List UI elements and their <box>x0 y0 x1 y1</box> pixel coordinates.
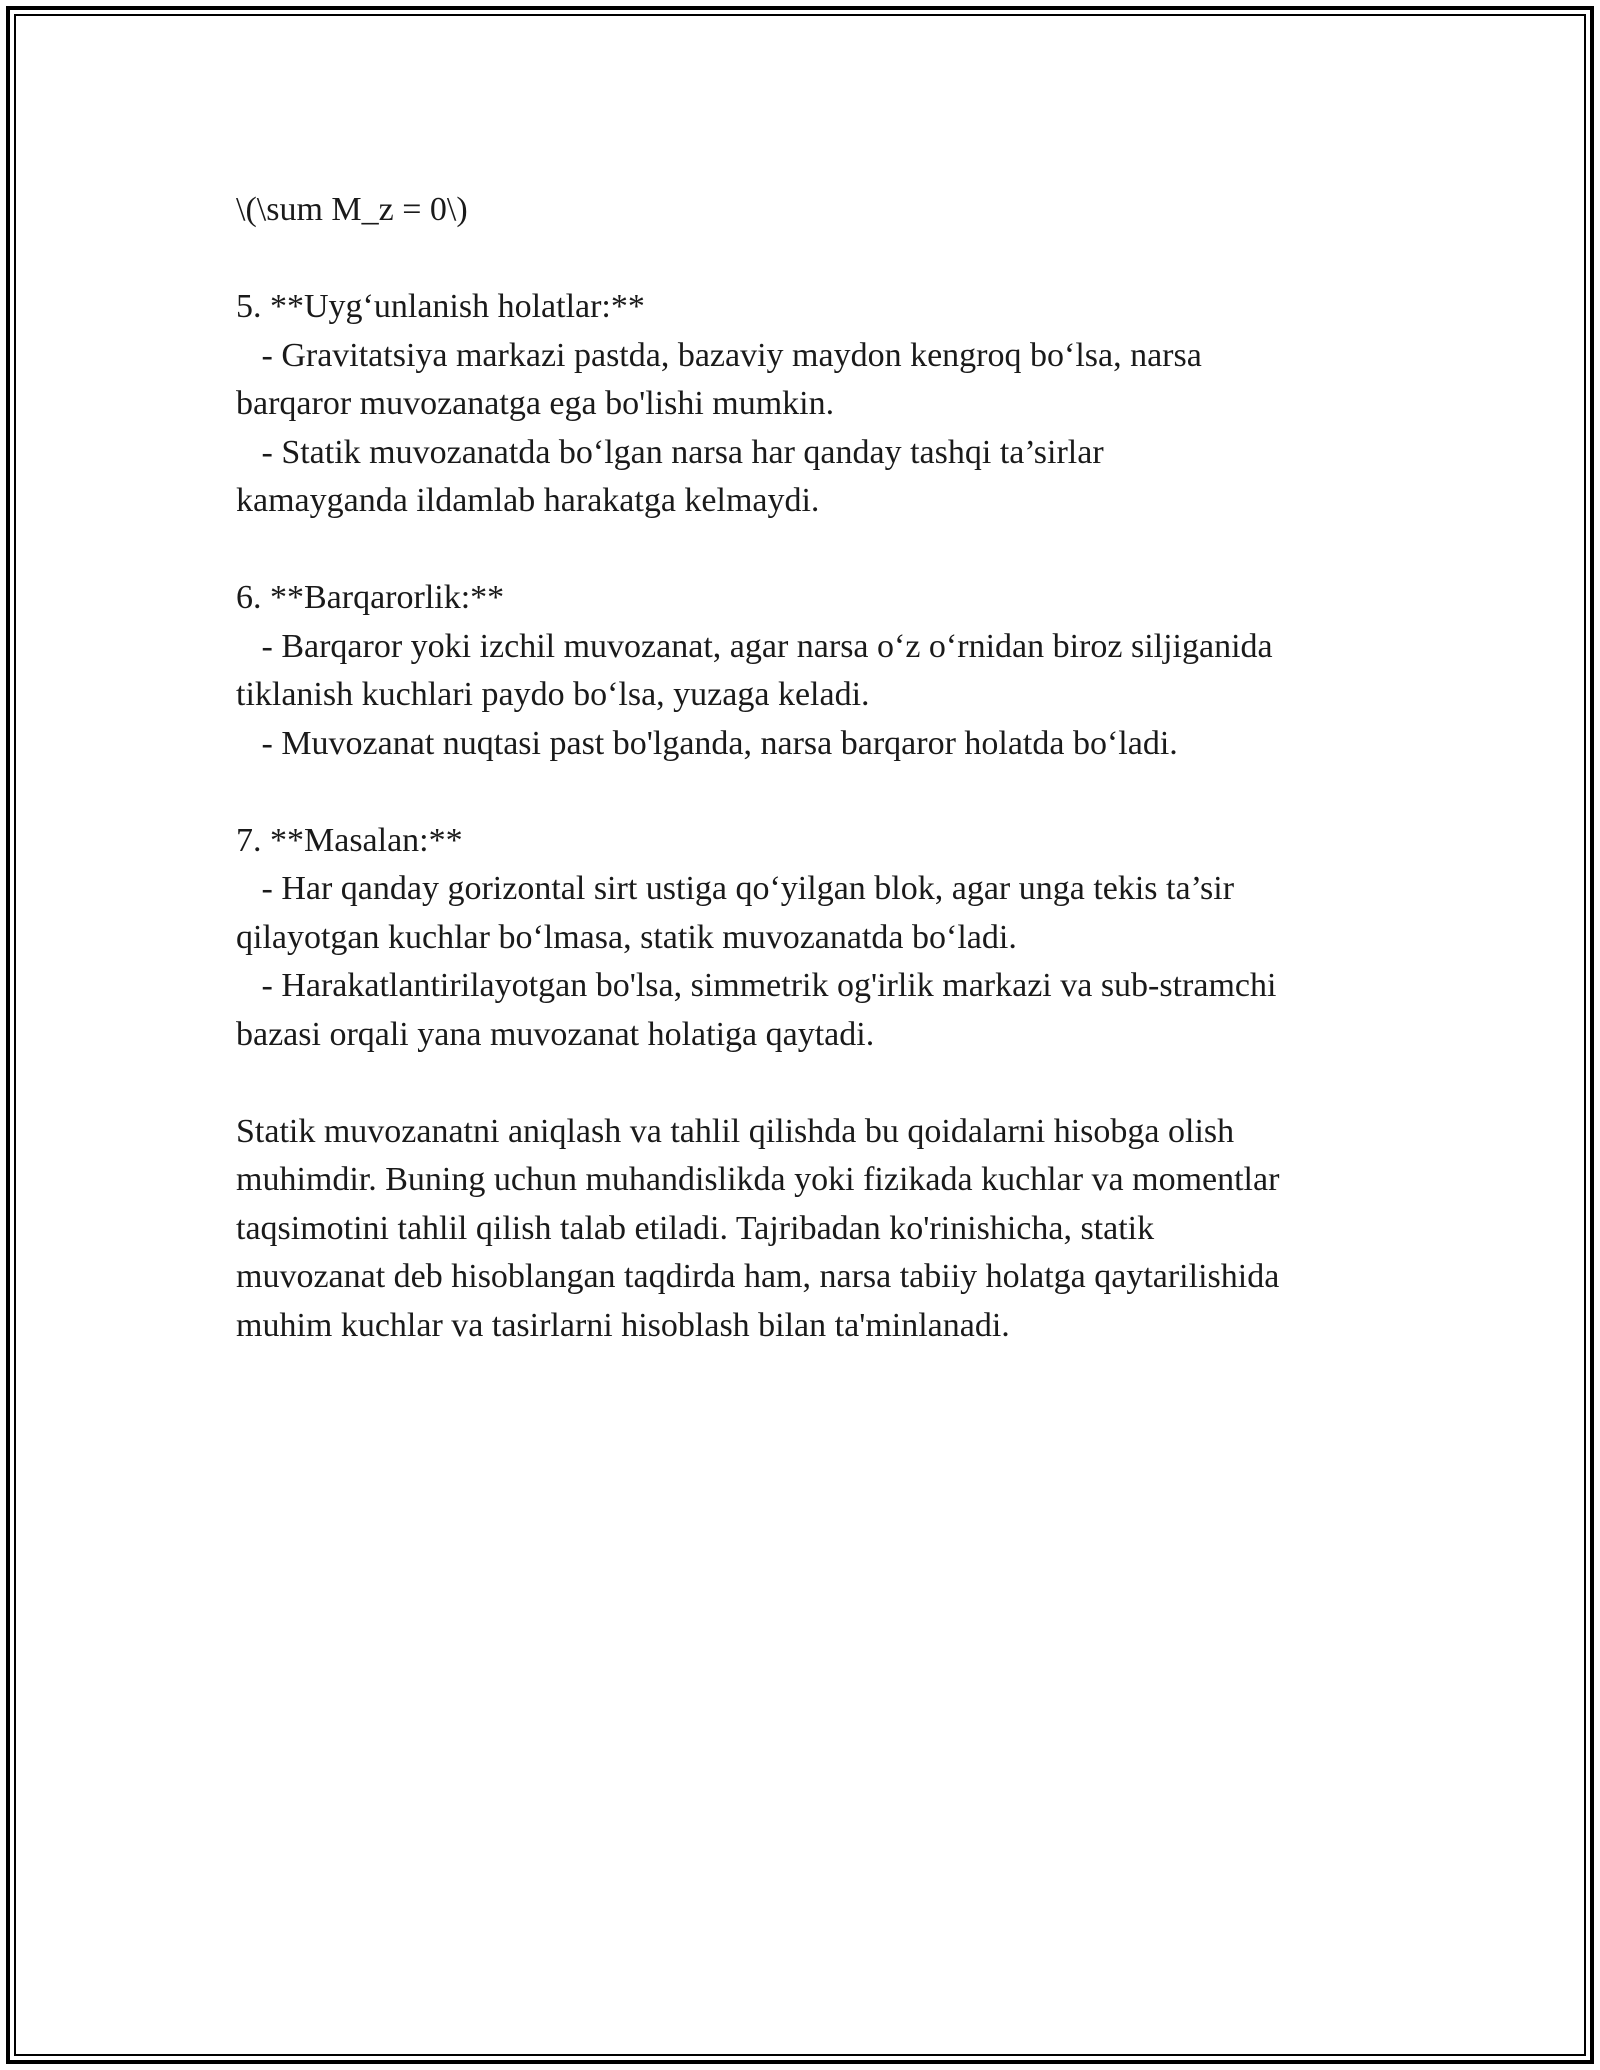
section-line: tiklanish kuchlari paydo bo‘lsa, yuzaga keladi. <box>236 676 870 713</box>
conclusion-paragraph <box>236 1108 1386 1351</box>
section-line: kamayganda ildamlab harakatga kelmaydi. <box>236 482 820 519</box>
paragraph-line: muhim kuchlar va tasirlarni hisoblash bilan ta'minlanadi. <box>236 1306 1010 1344</box>
section-7 <box>236 817 1386 1060</box>
spacer <box>236 768 1386 817</box>
spacer <box>236 235 1386 284</box>
section-line: - Barqaror yoki izchil muvozanat, agar narsa o‘z o‘rnidan biroz siljiganida <box>236 627 1273 665</box>
section-heading: 7. **Masalan:** <box>236 821 463 859</box>
paragraph-line: muvozanat deb hisoblangan taqdirda ham, narsa tabiiy holatga qaytarilishida <box>236 1258 1280 1295</box>
section-heading: 6. **Barqarorlik:** <box>236 579 505 616</box>
section-line: bazasi orqali yana muvozanat holatiga qaytadi. <box>236 1015 875 1053</box>
section-5 <box>236 283 1386 526</box>
spacer <box>236 526 1386 575</box>
document-body <box>236 186 1386 1350</box>
section-line: - Gravitatsiya markazi pastda, bazaviy maydon kengroq bo‘lsa, narsa <box>236 336 1202 374</box>
section-6 <box>236 574 1386 768</box>
formula-line: \(\sum M_z = 0\) <box>236 191 468 228</box>
paragraph-line: muhimdir. Buning uchun muhandislikda yoki fizikada kuchlar va momentlar <box>236 1161 1280 1198</box>
paragraph-line: Statik muvozanatni aniqlash va tahlil qilishda bu qoidalarni hisobga olish <box>236 1112 1235 1150</box>
spacer <box>236 1059 1386 1108</box>
section-line: - Har qanday gorizontal sirt ustiga qo‘yilgan blok, agar unga tekis ta’sir <box>236 870 1235 907</box>
paragraph-line: taqsimotini tahlil qilish talab etiladi. Tajribadan ko'rinishicha, statik <box>236 1209 1155 1247</box>
section-line: - Harakatlantirilayotgan bo'lsa, simmetrik og'irlik markazi va sub-stramchi <box>236 967 1277 1004</box>
section-heading: 5. **Uyg‘unlanish holatlar:** <box>236 288 645 325</box>
section-line: qilayotgan kuchlar bo‘lmasa, statik muvozanatda bo‘ladi. <box>236 918 1017 956</box>
section-line: barqaror muvozanatga ega bo'lishi mumkin. <box>236 385 835 422</box>
section-line: - Muvozanat nuqtasi past bo'lganda, narsa barqaror holatda bo‘ladi. <box>236 724 1178 762</box>
section-line: - Statik muvozanatda bo‘lgan narsa har qanday tashqi ta’sirlar <box>236 433 1104 471</box>
